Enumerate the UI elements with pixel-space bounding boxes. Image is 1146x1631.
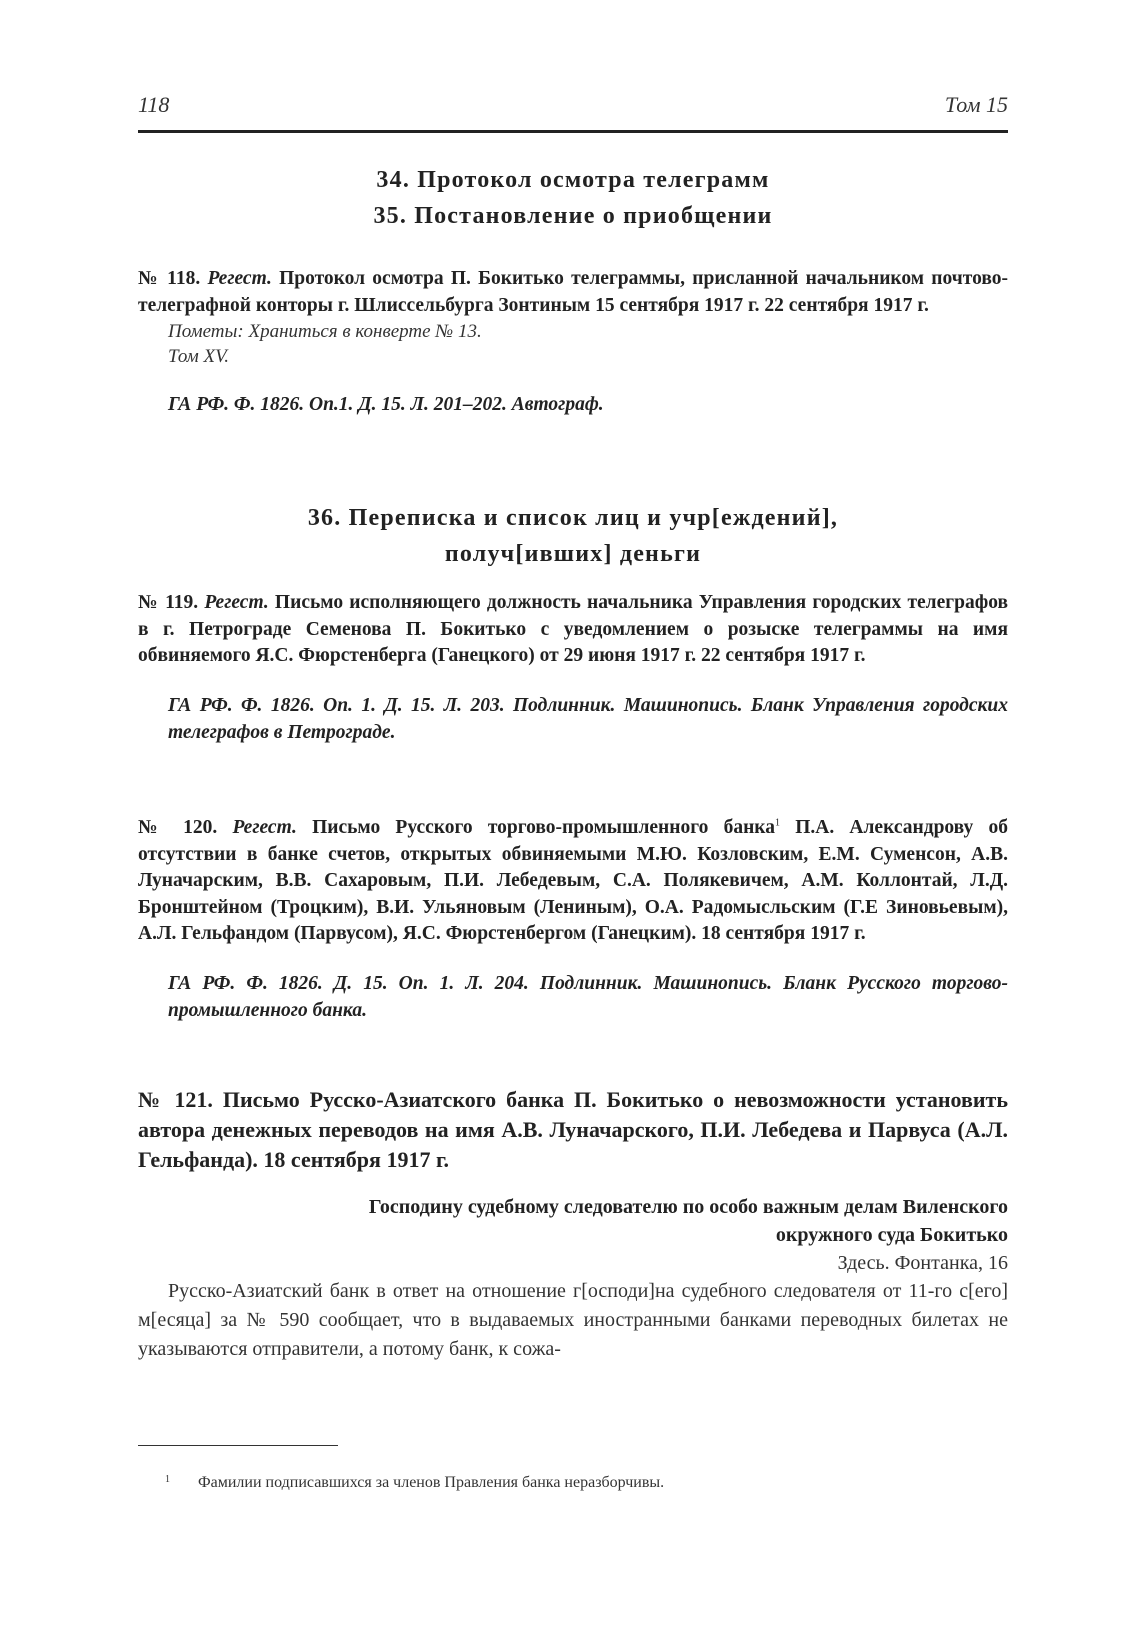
footnote-1 [165, 1474, 664, 1492]
addressee-line-2: окружного суда Бокитько [775, 1224, 1008, 1246]
regest-119 [138, 590, 1008, 746]
regest-120-archive-ref: ГА РФ. Ф. 1826. Д. 15. Оп. 1. Л. 204. Подлинник. Машинопись. Бланк Русского торгово-промышленного банка. [168, 972, 1008, 1021]
document-121-title: № 121. Письмо Русско-Азиатского банка П. Бокитько о невозможности установить автора денежных переводов на имя А.В. Луначарского, П.И. Лебедева и Парвуса (А.Л. Гельфанда). 18 сентября 1917 г. [138, 1087, 1008, 1172]
regest-118 [138, 266, 1008, 418]
regest-119-archive-ref: ГА РФ. Ф. 1826. Оп. 1. Д. 15. Л. 203. Подлинник. Машинопись. Бланк Управления городских телеграфов в Петрограде. [168, 694, 1008, 743]
footnote-mark: 1 [165, 1474, 170, 1485]
regest-label: Регест. [204, 592, 269, 613]
addressee-line-1: Господину судебному следователю по особо важным делам Виленского [368, 1196, 1008, 1218]
doc-number: № 120. [138, 817, 218, 838]
document-121-body: Русско-Азиатский банк в ответ на отношение г[осподи]на судебного следователя от 11-го с[его] м[есяца] за № 590 сообщает, что в выдаваемых иностранными банками переводных билетах не указываются отправители, а потому банк, к сожа- [138, 1280, 1008, 1360]
section-36-title-line-1: 36. Переписка и список лиц и учр[еждений], [307, 505, 839, 531]
document-121 [138, 1085, 1008, 1364]
regest-119-text [138, 590, 1008, 670]
address-line: Здесь. Фонтанка, 16 [837, 1252, 1008, 1274]
regest-118-archive-ref: ГА РФ. Ф. 1826. Оп.1. Д. 15. Л. 201–202. Автограф. [168, 394, 604, 415]
regest-body: Протокол осмотра П. Бокитько телеграммы, присланной начальником почтово-телеграфной конторы г. Шлиссельбурга Зонтиным 15 сентября 1917 г. 22 сентября 1917 г. [138, 268, 1009, 316]
regest-118-note-1: Пометы: Храниться в конверте № 13. [168, 321, 482, 342]
doc-number: № 118. [138, 268, 201, 289]
volume-label: Том 15 [944, 92, 1008, 117]
footnote-text: Фамилии подписавшихся за членов Правления банка неразборчивы. [198, 1474, 665, 1491]
header-rule [138, 130, 1008, 133]
regest-118-note-2: Том XV. [168, 346, 230, 367]
section-36-title-line-2: получ[ивших] деньги [444, 541, 702, 567]
footnote-rule [138, 1445, 338, 1446]
regest-label: Регест. [232, 817, 297, 838]
regest-body-part-2: П.А. Александрову об отсутствии в банке счетов, открытых обвиняемыми М.Ю. Козловским, Е.М. Суменсон, А.В. Луначарским, В.В. Сахаровым, П.И. Лебедевым, С.А. Полякевичем, А.М. Коллонтай, Л.Д. Бронштейном (Троцким), В.И. Ульяновым (Лениным), О.А. Радомысльским (Г.Е Зиновьевым), А.Л. Гельфандом (Парвусом), Я.С. Фюрстенбергом (Ганецким). 18 сентября 1917 г. [138, 817, 1008, 944]
section-35-title: 35. Постановление о приобщении [373, 203, 773, 229]
regest-118-text [138, 266, 1008, 319]
regest-120 [138, 815, 1008, 1024]
section-34-title: 34. Протокол осмотра телеграмм [376, 167, 770, 193]
footnote-ref[interactable]: 1 [775, 817, 780, 829]
regest-label: Регест. [207, 268, 272, 289]
section-34-35-heading [138, 162, 1008, 234]
page-number: 118 [138, 92, 170, 117]
regest-120-text [138, 815, 1008, 948]
regest-body-part-1: Письмо Русского торгово-промышленного банка [312, 817, 775, 838]
running-head [138, 88, 1008, 128]
section-36-heading [138, 500, 1008, 572]
doc-number: № 119. [138, 592, 199, 613]
regest-body: Письмо исполняющего должность начальника Управления городских телеграфов в г. Петрограде Семенова П. Бокитько с уведомлением о розыске телеграммы на имя обвиняемого Я.С. Фюрстенберга (Ганецкого) от 29 июня 1917 г. 22 сентября 1917 г. [138, 592, 1009, 666]
